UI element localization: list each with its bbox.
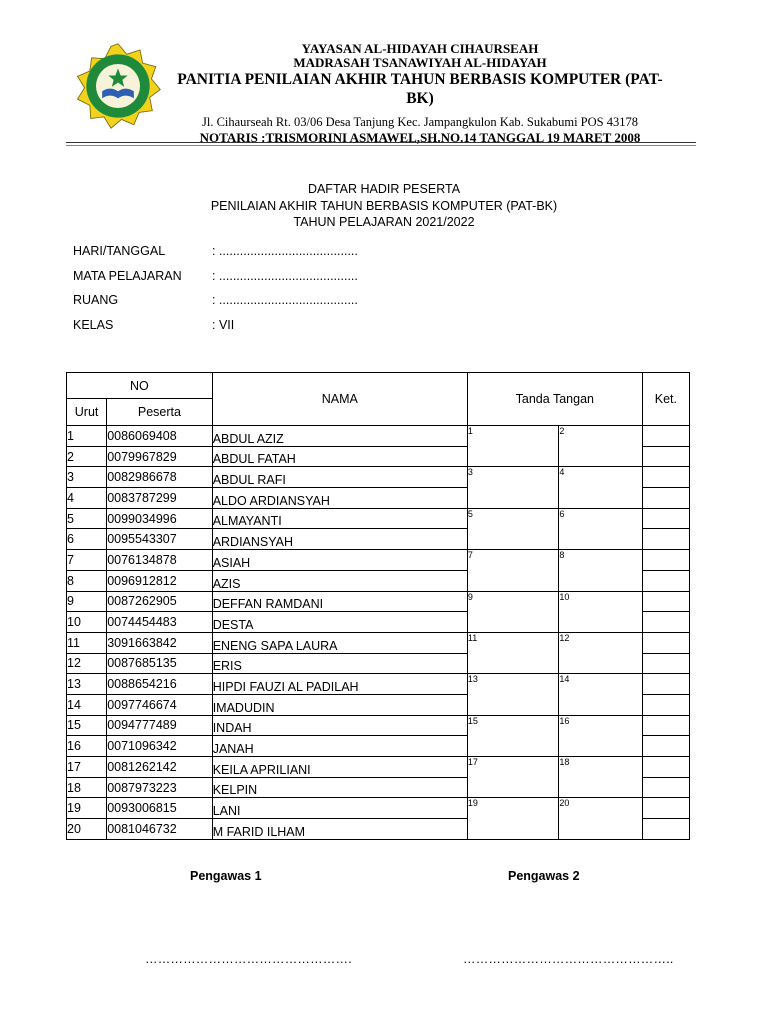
signature-cell-right[interactable]: 16 (559, 715, 642, 756)
row-ket[interactable] (642, 426, 689, 447)
signature-cell-right[interactable]: 8 (559, 550, 642, 591)
info-value: : ........................................ (212, 244, 358, 258)
table-row (67, 715, 690, 736)
row-nama: ALDO ARDIANSYAH (212, 488, 467, 509)
signature-cell-right[interactable]: 10 (559, 591, 642, 632)
row-urut: 2 (67, 446, 107, 467)
info-label: KELAS (73, 318, 114, 333)
supervisor-1-label: Pengawas 1 (190, 869, 262, 883)
row-ket[interactable] (642, 488, 689, 509)
signature-cell-right[interactable]: 14 (559, 674, 642, 715)
info-label: MATA PELAJARAN (73, 268, 182, 283)
header-peserta: Peserta (107, 399, 213, 426)
row-urut: 12 (67, 653, 107, 674)
row-peserta: 0082986678 (107, 467, 213, 488)
title-line-3: TAHUN PELAJARAN 2021/2022 (293, 215, 475, 229)
row-urut: 6 (67, 529, 107, 550)
row-ket[interactable] (642, 446, 689, 467)
row-peserta: 0081262142 (107, 757, 213, 778)
row-nama: AZIS (212, 570, 467, 591)
row-peserta: 0087685135 (107, 653, 213, 674)
row-urut: 3 (67, 467, 107, 488)
signature-cell-left[interactable]: 15 (467, 715, 558, 756)
row-nama: ERIS (212, 653, 467, 674)
info-value: : VII (212, 318, 235, 333)
row-peserta: 0097746674 (107, 694, 213, 715)
signature-cell-right[interactable]: 4 (559, 467, 642, 508)
row-ket[interactable] (642, 508, 689, 529)
row-urut: 8 (67, 570, 107, 591)
signature-cell-right[interactable]: 6 (559, 508, 642, 549)
row-peserta: 3091663842 (107, 632, 213, 653)
row-peserta: 0087973223 (107, 777, 213, 798)
signature-cell-left[interactable]: 11 (467, 632, 558, 673)
row-nama: KELPIN (212, 777, 467, 798)
row-ket[interactable] (642, 694, 689, 715)
school-address: Jl. Cihaurseah Rt. 03/06 Desa Tanjung Kec. Jampangkulon Kab. Sukabumi POS 43178 (201, 115, 638, 129)
row-peserta: 0088654216 (107, 674, 213, 695)
signature-cell-left[interactable]: 5 (467, 508, 558, 549)
header-divider-thin (66, 145, 696, 146)
row-urut: 11 (67, 632, 107, 653)
row-urut: 9 (67, 591, 107, 612)
supervisor-2-signature-line: ………………………………………….. (463, 952, 674, 966)
row-nama: JANAH (212, 736, 467, 757)
signature-cell-right[interactable]: 20 (559, 798, 642, 839)
header-no: NO (67, 373, 213, 399)
row-urut: 15 (67, 715, 107, 736)
row-nama: DESTA (212, 612, 467, 633)
supervisor-1-signature-line: …………………………………………. (145, 952, 352, 966)
row-peserta: 0087262905 (107, 591, 213, 612)
row-ket[interactable] (642, 467, 689, 488)
row-peserta: 0096912812 (107, 570, 213, 591)
committee-name: PANITIA PENILAIAN AKHIR TAHUN BERBASIS KOMPUTER (PAT-BK) (177, 71, 663, 107)
table-row (67, 757, 690, 778)
row-ket[interactable] (642, 757, 689, 778)
row-peserta: 0094777489 (107, 715, 213, 736)
row-nama: M FARID ILHAM (212, 819, 467, 840)
row-ket[interactable] (642, 653, 689, 674)
signature-cell-right[interactable]: 12 (559, 632, 642, 673)
info-label: RUANG (73, 293, 119, 308)
row-urut: 20 (67, 819, 107, 840)
row-urut: 10 (67, 612, 107, 633)
row-urut: 1 (67, 426, 107, 447)
notary-info: NOTARIS :TRISMORINI ASMAWEL,SH.NO.14 TANGGAL 19 MARET 2008 (199, 130, 641, 145)
signature-cell-left[interactable]: 13 (467, 674, 558, 715)
signature-cell-left[interactable]: 9 (467, 591, 558, 632)
table-row (67, 550, 690, 571)
row-ket[interactable] (642, 591, 689, 612)
foundation-name: YAYASAN AL-HIDAYAH CIHAURSEAH (301, 41, 539, 56)
row-peserta: 0095543307 (107, 529, 213, 550)
row-ket[interactable] (642, 798, 689, 819)
signature-cell-right[interactable]: 18 (559, 757, 642, 798)
row-ket[interactable] (642, 674, 689, 695)
table-row (67, 426, 690, 447)
row-urut: 17 (67, 757, 107, 778)
letterhead-text (170, 42, 670, 145)
row-nama: ASIAH (212, 550, 467, 571)
row-ket[interactable] (642, 570, 689, 591)
title-line-2: PENILAIAN AKHIR TAHUN BERBASIS KOMPUTER (PAT-BK) (210, 198, 558, 213)
row-nama: KEILA APRILIANI (212, 757, 467, 778)
row-ket[interactable] (642, 777, 689, 798)
table-row (67, 798, 690, 819)
row-peserta: 0099034996 (107, 508, 213, 529)
header-ket: Ket. (642, 373, 689, 426)
header-tanda-tangan: Tanda Tangan (467, 373, 642, 426)
header-nama: NAMA (212, 373, 467, 426)
signature-cell-left[interactable]: 1 (467, 426, 558, 467)
row-peserta: 0083787299 (107, 488, 213, 509)
row-nama: ABDUL RAFI (212, 467, 467, 488)
row-peserta: 0093006815 (107, 798, 213, 819)
row-urut: 4 (67, 488, 107, 509)
info-label: HARI/TANGGAL (73, 244, 166, 258)
table-row (67, 508, 690, 529)
row-nama: ALMAYANTI (212, 508, 467, 529)
signature-cell-left[interactable]: 19 (467, 798, 558, 839)
row-peserta: 0074454483 (107, 612, 213, 633)
row-urut: 7 (67, 550, 107, 571)
row-peserta: 0076134878 (107, 550, 213, 571)
table-row (67, 467, 690, 488)
row-nama: DEFFAN RAMDANI (212, 591, 467, 612)
row-ket[interactable] (642, 632, 689, 653)
info-value: : ........................................ (212, 293, 358, 308)
letterhead (0, 0, 768, 150)
row-nama: ABDUL FATAH (212, 446, 467, 467)
row-nama: IMADUDIN (212, 694, 467, 715)
row-urut: 5 (67, 508, 107, 529)
row-nama: ABDUL AZIZ (212, 426, 467, 447)
title-line-1: DAFTAR HADIR PESERTA (307, 182, 461, 196)
signature-cell-left[interactable]: 7 (467, 550, 558, 591)
row-peserta: 0071096342 (107, 736, 213, 757)
row-ket[interactable] (642, 736, 689, 757)
table-row (67, 632, 690, 653)
row-nama: INDAH (212, 715, 467, 736)
row-urut: 18 (67, 777, 107, 798)
info-value: : ........................................ (212, 268, 358, 283)
row-urut: 13 (67, 674, 107, 695)
row-urut: 14 (67, 694, 107, 715)
row-ket[interactable] (642, 612, 689, 633)
supervisor-2-label: Pengawas 2 (508, 869, 580, 883)
row-urut: 16 (67, 736, 107, 757)
row-peserta: 0079967829 (107, 446, 213, 467)
row-urut: 19 (67, 798, 107, 819)
row-nama: HIPDI FAUZI AL PADILAH (212, 674, 467, 695)
row-ket[interactable] (642, 715, 689, 736)
row-ket[interactable] (642, 819, 689, 840)
madrasah-logo (74, 42, 162, 130)
school-name: MADRASAH TSANAWIYAH AL-HIDAYAH (293, 55, 547, 70)
row-peserta: 0086069408 (107, 426, 213, 447)
header-divider (66, 142, 696, 143)
signature-cell-left[interactable]: 3 (467, 467, 558, 508)
row-nama: ARDIANSYAH (212, 529, 467, 550)
table-row (67, 674, 690, 695)
row-ket[interactable] (642, 550, 689, 571)
row-nama: ENENG SAPA LAURA (212, 632, 467, 653)
document-title (0, 181, 768, 231)
table-row (67, 591, 690, 612)
row-peserta: 0081046732 (107, 819, 213, 840)
row-ket[interactable] (642, 529, 689, 550)
row-nama: LANI (212, 798, 467, 819)
header-urut: Urut (67, 399, 107, 426)
attendance-table (66, 372, 690, 840)
signature-cell-right[interactable]: 2 (559, 426, 642, 467)
signature-cell-left[interactable]: 17 (467, 757, 558, 798)
